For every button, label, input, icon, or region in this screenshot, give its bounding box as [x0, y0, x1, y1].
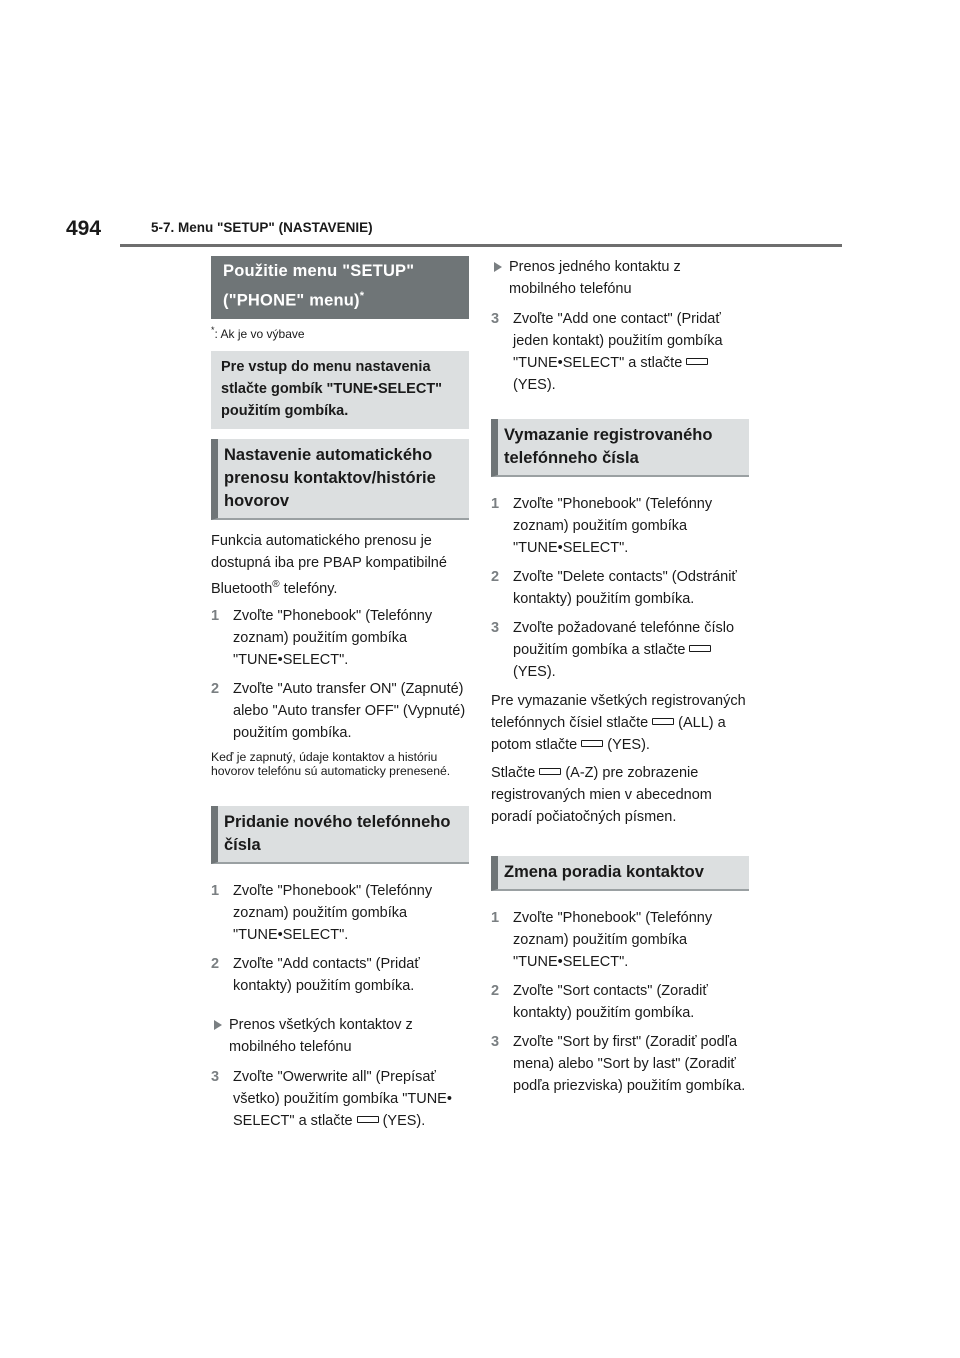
screen-button-icon: [581, 740, 603, 747]
footnote-marker: *: [359, 290, 365, 302]
screen-button-icon: [652, 718, 674, 725]
intro-box: Pre vstup do menu nastavenia stlačte gombík "TUNE•SELECT" použitím gombíka.: [211, 351, 469, 429]
step-item: 1 Zvoľte "Phonebook" (Telefónny zoznam) použitím gombíka "TUNE•SELECT".: [211, 608, 433, 669]
section-title: 5-7. Menu "SETUP" (NASTAVENIE): [151, 220, 373, 235]
step-item: 1 Zvoľte "Phonebook" (Telefónny zoznam) použitím gombíka "TUNE•SELECT".: [491, 910, 713, 970]
main-title-line2: ("PHONE" menu): [223, 291, 360, 310]
delete-all-paragraph: Pre vymazanie všetkých registrovaných telefónnych čísiel stlačte (ALL) a potom stlačte (YES).: [491, 693, 746, 753]
screen-button-icon: [539, 768, 561, 775]
step-item: 3 Zvoľte "Sort by first" (Zoradiť podľa mena) alebo "Sort by last" (Zoradiť podľa priezviska) použitím gombíka.: [491, 1034, 746, 1094]
screen-button-icon: [689, 645, 711, 652]
bullet-item: Prenos všetkých kontaktov z mobilného telefónu: [211, 1014, 469, 1058]
section-heading-add-number: Pridanie nového telefónneho čísla: [211, 806, 469, 864]
triangle-bullet-icon: [214, 1020, 222, 1030]
section-heading-auto-transfer: Nastavenie automatického prenosu kontaktov/histórie hovorov: [211, 439, 469, 520]
alphabetical-paragraph: Stlačte (A-Z) pre zobrazenie registrovaných mien v abecednom poradí počiatočných písmen.: [491, 765, 712, 825]
step-item: 2 Zvoľte "Delete contacts" (Odstrániť kontakty) použitím gombíka.: [491, 569, 737, 607]
main-title-box: [211, 256, 469, 319]
screen-button-icon: [686, 358, 708, 365]
triangle-bullet-icon: [494, 262, 502, 272]
section-heading-delete-number: Vymazanie registrovaného telefónneho čísla: [491, 419, 749, 477]
step-item: 3 Zvoľte "Add one contact" (Pridať jeden kontakt) použitím gombíka "TUNE•SELECT" a stlačte(YES).: [491, 311, 723, 393]
step-item: 3 Zvoľte "Owerwrite all" (Prepísať všetko) použitím gombíka "TUNE• SELECT" a stlačte (YES).: [211, 1069, 452, 1130]
auto-transfer-note: Keď je zapnutý, údaje kontaktov a históriu hovorov telefónu sú automaticky prenesené.: [211, 750, 451, 778]
footnote-text: : Ak je vo výbave: [214, 326, 305, 341]
auto-transfer-paragraph: Funkcia automatického prenosu je dostupná iba pre PBAP kompatibilné Bluetooth® telefóny.: [211, 532, 447, 597]
step-item: 2 Zvoľte "Add contacts" (Pridať kontakty) použitím gombíka.: [211, 956, 420, 995]
right-column: [491, 256, 749, 1104]
step-item: 1 Zvoľte "Phonebook" (Telefónny zoznam) použitím gombíka "TUNE•SELECT".: [491, 496, 713, 556]
step-item: 3 Zvoľte požadované telefónne číslo použitím gombíka a stlačte(YES).: [491, 620, 735, 680]
footnote-star: *: [211, 324, 215, 335]
header-divider: [120, 244, 842, 247]
step-item: 1 Zvoľte "Phonebook" (Telefónny zoznam) použitím gombíka "TUNE•SELECT".: [211, 883, 433, 944]
step-item: 2 Zvoľte "Sort contacts" (Zoradiť kontakty) použitím gombíka.: [491, 983, 708, 1021]
left-column: [211, 256, 469, 1139]
section-heading-sort-contacts: Zmena poradia kontaktov: [491, 856, 749, 891]
page-number: 494: [66, 217, 102, 240]
registered-mark: ®: [272, 578, 280, 590]
footnote: [211, 323, 469, 341]
step-item: 2 Zvoľte "Auto transfer ON" (Zapnuté) alebo "Auto transfer OFF" (Vypnuté) použitím gombíka.: [211, 681, 466, 742]
main-title-line1: Použitie menu "SETUP": [223, 262, 415, 280]
bullet-item: Prenos jedného kontaktu z mobilného telefónu: [491, 256, 749, 300]
screen-button-icon: [357, 1116, 379, 1123]
